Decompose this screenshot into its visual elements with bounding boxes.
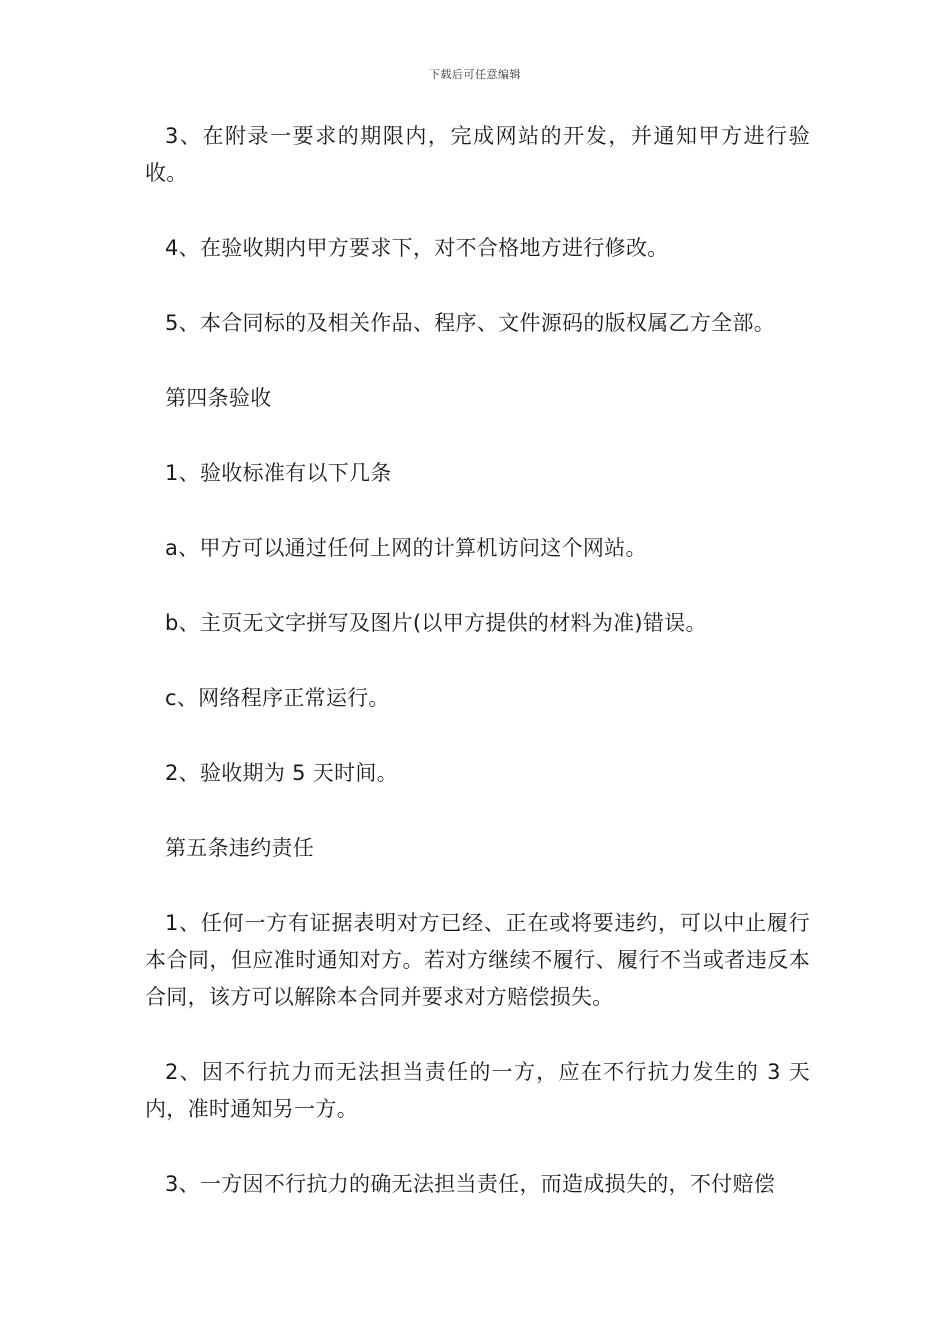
header-note: 下载后可任意编辑 (429, 68, 521, 81)
paragraph-criterion-a: a、甲方可以通过任何上网的计算机访问这个网站。 (165, 536, 647, 560)
paragraph-breach-3: 3、一方因不行抗力的确无法担当责任，而造成损失的，不付赔偿 (165, 1172, 776, 1196)
section-heading-article-4: 第四条验收 (165, 386, 272, 410)
paragraph-acceptance-period: 2、验收期为 5 天时间。 (165, 761, 398, 785)
paragraph-clause-5: 5、本合同标的及相关作品、程序、文件源码的版权属乙方全部。 (165, 311, 776, 335)
paragraph-clause-4: 4、在验收期内甲方要求下，对不合格地方进行修改。 (165, 236, 669, 260)
paragraph-breach-1: 1、任何一方有证据表明对方已经、正在或将要违约，可以中止履行本合同，但应准时通知对方。若对方继续不履行、履行不当或者违反本合同，该方可以解除本合同并要求对方赔偿损失。 (145, 911, 810, 1009)
paragraph-criterion-b: b、主页无文字拼写及图片(以甲方提供的材料为准)错误。 (165, 611, 707, 635)
paragraph-criterion-c: c、网络程序正常运行。 (165, 686, 390, 710)
paragraph-clause-3: 3、在附录一要求的期限内，完成网站的开发，并通知甲方进行验收。 (145, 124, 810, 185)
document-body (145, 118, 810, 1241)
paragraph-breach-2: 2、因不行抗力而无法担当责任的一方，应在不行抗力发生的 3 天内，准时通知另一方。 (145, 1060, 810, 1121)
section-heading-article-5: 第五条违约责任 (165, 836, 315, 860)
paragraph-acceptance-criteria: 1、验收标准有以下几条 (165, 461, 392, 485)
